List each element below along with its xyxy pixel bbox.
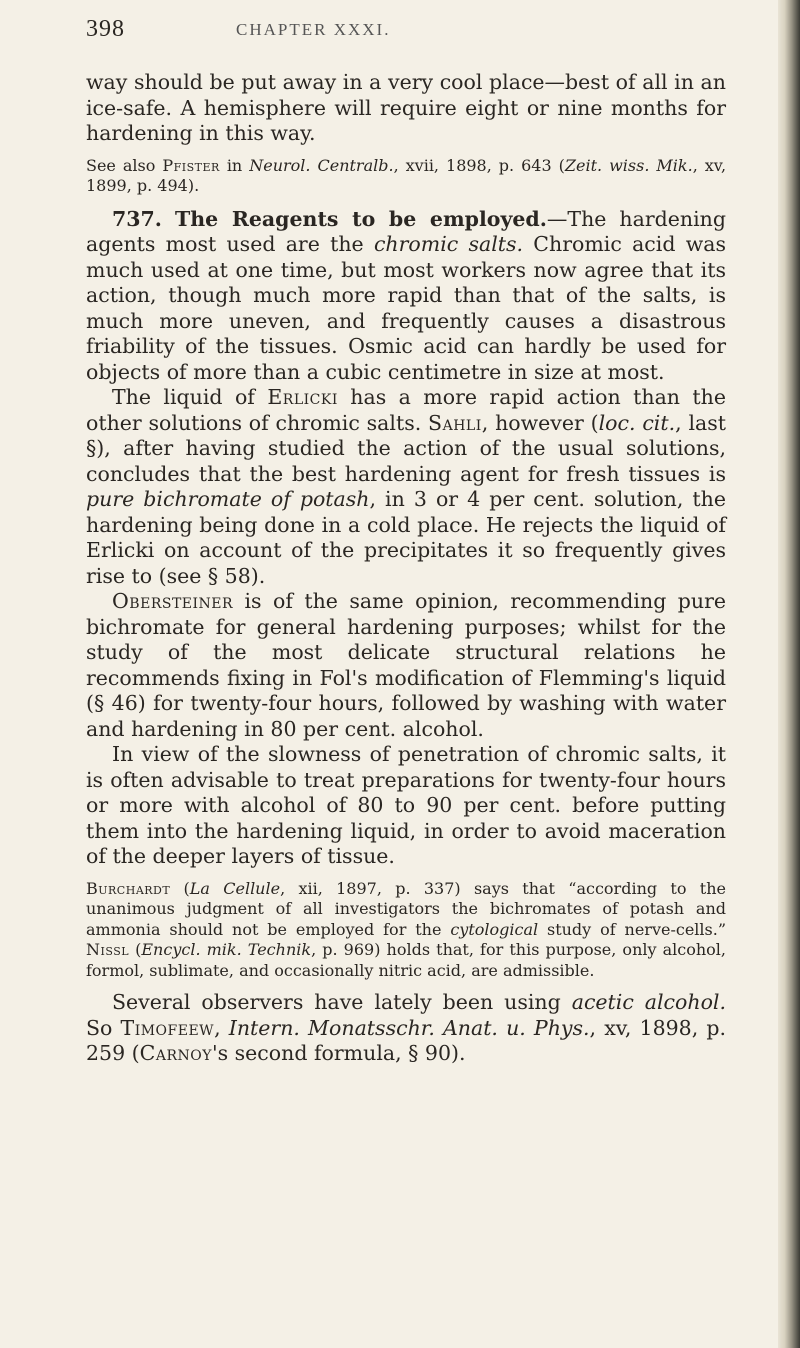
author-timofeew: Timofeew — [120, 1015, 215, 1040]
author-sahli: Sahli — [428, 410, 482, 435]
author-nissl: Nissl — [86, 940, 130, 959]
paragraph-obersteiner: Obersteiner is of the same opinion, recommending pure bichromate for general hardening purposes; whilst for the study of the most delicate structural relations he recommends fixing in Fol's modification of Flemming's liquid (§ 46) for twenty-four hours, followed by washing with water and hardening in 80 per cent. alcohol. — [86, 589, 726, 741]
section-737: 737. The Reagents to be employed.—The hardening agents most used are the chromic salts. Chromic acid was much used at one time, but most workers now agree that its action, though much more rapid than that of the salts, is much more uneven, and frequently causes a disastrous friability of the tissues. Osmic acid can hardly be used for objects of more than a cubic centimetre in size at most. — [86, 206, 726, 384]
page-edge-shadow — [778, 0, 800, 1348]
paragraph-penetration: In view of the slowness of penetration of chromic salts, it is often advisable to treat preparations for twenty-four hours or more with alcohol of 80 to 90 per cent. before putting them into the hardening liquid, in order to avoid maceration of the deeper layers of tissue. — [86, 742, 726, 868]
journal-citation-2: Zeit. wiss. Mik. — [564, 155, 693, 175]
paragraph-continuation: way should be put away in a very cool place—best of all in an ice-safe. A hemisphere will require eight or nine months for hardening in this way. — [86, 70, 726, 145]
author-obersteiner: Obersteiner — [112, 589, 234, 613]
section-number: 737. — [112, 206, 162, 231]
page-number: 398 — [86, 16, 125, 42]
emphasis-chromic-salts: chromic salts. — [373, 232, 524, 256]
page-body — [86, 70, 726, 1067]
journal-encycl: Encycl. mik. Technik — [141, 940, 312, 959]
section-title: The Reagents to be employed. — [174, 206, 547, 231]
page-header — [86, 16, 726, 46]
author-erlicki: Erlicki — [267, 385, 338, 409]
footnote-pfister: See also Pfister in Neurol. Centralb., xvii, 1898, p. 643 (Zeit. wiss. Mik., xv, 1899, p. 494). — [86, 155, 727, 195]
paragraph-acetic-alcohol: Several observers have lately been using acetic alcohol. So Timofeew, Intern. Monatsschr. Anat. u. Phys., xv, 1898, p. 259 (Carnoy's second formula, § 90). — [86, 990, 726, 1065]
author-pfister: Pfister — [162, 155, 220, 175]
paragraph-erlicki-sahli: The liquid of Erlicki has a more rapid action than the other solutions of chromic salts. Sahli, however (loc. cit., last §), after having studied the action of the usual solutions, concludes that the best hardening agent for fresh tissues is pure bichromate of potash, in 3 or 4 per cent. solution, the hardening being done in a cold place. He rejects the liquid of Erlicki on account of the precipitates it so frequently gives rise to (see § 58). — [86, 385, 727, 588]
running-head: CHAPTER XXXI. — [236, 20, 391, 39]
journal-la-cellule: La Cellule — [189, 878, 281, 898]
author-carnoy: Carnoy — [139, 1041, 212, 1065]
journal-intern-monatsschr: Intern. Monatsschr. Anat. u. Phys. — [228, 1015, 590, 1040]
journal-citation: Neurol. Centralb. — [249, 155, 394, 175]
author-burchardt: Burchardt — [86, 878, 171, 898]
emphasis-acetic-alcohol: acetic alcohol. — [571, 990, 726, 1014]
footnote-burchardt-nissl: Burchardt (La Cellule, xii, 1897, p. 337) says that “according to the unanimous judgment of all investigators the bichromates of potash and ammonia should not be employed for the cytological study of nerve-cells.” Nissl (Encycl. mik. Technik, p. 969) holds that, for this purpose, only alcohol, formol, sublimate, and occasionally nitric acid, are admissible. — [86, 878, 727, 980]
emphasis-bichromate: pure bichromate of potash — [86, 487, 370, 511]
